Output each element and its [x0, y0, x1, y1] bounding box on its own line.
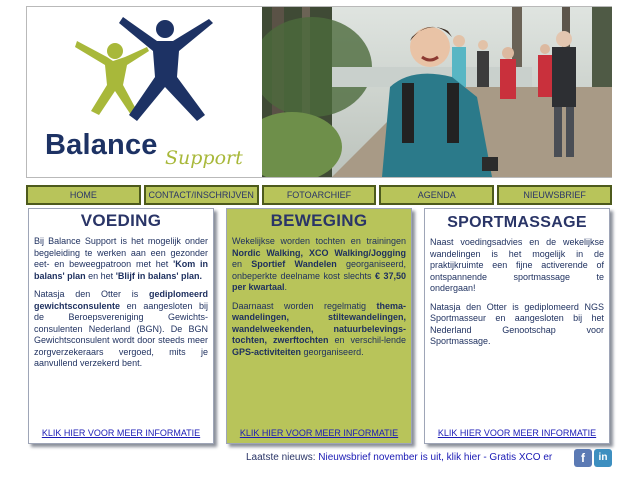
main-navigation	[26, 185, 612, 205]
nav-contact-inschrijven[interactable]: CONTACT/INSCHRIJVEN	[144, 185, 259, 205]
text-run-bold: 'Blijf in balans' plan.	[115, 270, 202, 281]
nav-agenda[interactable]: AGENDA	[379, 185, 494, 205]
voeding-panel	[28, 208, 214, 444]
balance-support-logo[interactable]	[27, 7, 261, 177]
sportmassage-paragraph-1: Naast voedingsadvies en de wekelijkse wandelingen is het mogelijk in de praktijkruimte een fijne activerende of ontspannende sportmassage te ondergaan!	[430, 237, 604, 293]
voeding-body	[29, 236, 213, 370]
header-banner	[26, 6, 612, 178]
text-run: georganiseerd.	[301, 346, 364, 357]
nav-fotoarchief[interactable]: FOTOARCHIEF	[262, 185, 377, 205]
text-run: Wekelijkse worden tochten en trainingen	[232, 236, 406, 246]
beweging-more-info-link[interactable]: KLIK HIER VOOR MEER INFORMATIE	[239, 428, 399, 438]
linkedin-icon[interactable]: in	[594, 449, 612, 467]
beweging-paragraph-1	[232, 236, 406, 294]
dancing-figures-icon	[37, 11, 237, 131]
nav-home[interactable]: HOME	[26, 185, 141, 205]
logo-wordmark: Balance	[45, 129, 158, 161]
sportmassage-more-info-link[interactable]: KLIK HIER VOOR MEER INFORMATIE	[437, 428, 597, 438]
text-run: .	[284, 282, 288, 292]
voeding-paragraph-1	[34, 236, 208, 282]
text-run: en het	[85, 270, 116, 281]
voeding-title: VOEDING	[80, 211, 162, 230]
text-run: Daarnaast worden regelmatig	[232, 300, 377, 311]
beweging-panel	[226, 208, 412, 444]
voeding-paragraph-2	[34, 289, 208, 370]
beweging-body	[227, 236, 411, 358]
text-run-bold: thema-wandelingen, stiltewandelingen, wandelweekenden, natuurbelevings-tochten, zwerftochten	[232, 300, 406, 345]
voeding-more-info-link[interactable]: KLIK HIER VOOR MEER INFORMATIE	[41, 428, 201, 438]
text-run: en aangesloten bij de Beroepsvereniging Gewichts-consulenten Nederland (BGN). De BGN Gewichtsconsulent wordt door steeds meer zorgverzekeraars vergoed, mits je aanvullend verzekerd bent.	[34, 300, 208, 368]
text-run: georganiseerd, onbeperkte deelname kost slechts	[232, 259, 407, 281]
text-run: Natasja den Otter is	[34, 289, 149, 299]
nav-nieuwsbrief[interactable]: NIEUWSBRIEF	[497, 185, 612, 205]
logo-subtitle: Support	[165, 147, 243, 169]
beweging-paragraph-2	[232, 301, 406, 359]
ticker-label: Laatste nieuws:	[246, 452, 319, 463]
text-run-bold: € 37,50 per kwartaal	[232, 270, 406, 292]
header-photo-walkers	[262, 7, 612, 177]
facebook-icon[interactable]: f	[574, 449, 592, 467]
text-run: en	[232, 259, 252, 269]
ticker-news-link[interactable]: Nieuwsbrief november is uit, klik hier - Gratis XCO er	[318, 452, 553, 463]
text-run: en verschil-lende	[328, 335, 406, 345]
text-run-bold: Sportief Wandelen	[251, 259, 337, 269]
sportmassage-body	[425, 237, 609, 348]
sportmassage-title: SPORTMASSAGE	[447, 214, 587, 231]
text-run: Bij Balance Support is het mogelijk onder begeleiding te werken aan een gezonder eet- en beweegpatroon met het	[34, 236, 208, 269]
sportmassage-paragraph-2: Natasja den Otter is gediplomeerd NGS Sportmasseur en aangesloten bij het Nederland Genootschap voor Sportmassage.	[430, 301, 604, 346]
text-run-bold: GPS-activiteiten	[232, 346, 302, 357]
sportmassage-panel	[424, 208, 610, 444]
text-run-bold: 'Kom in balans' plan	[34, 259, 208, 281]
text-run-bold: Nordic Walking, XCO Walking/Jogging	[232, 247, 406, 258]
beweging-title: BEWEGING	[270, 211, 368, 230]
news-ticker	[246, 452, 552, 463]
text-run-bold: gediplomeerd gewichtsconsulente	[34, 289, 208, 311]
